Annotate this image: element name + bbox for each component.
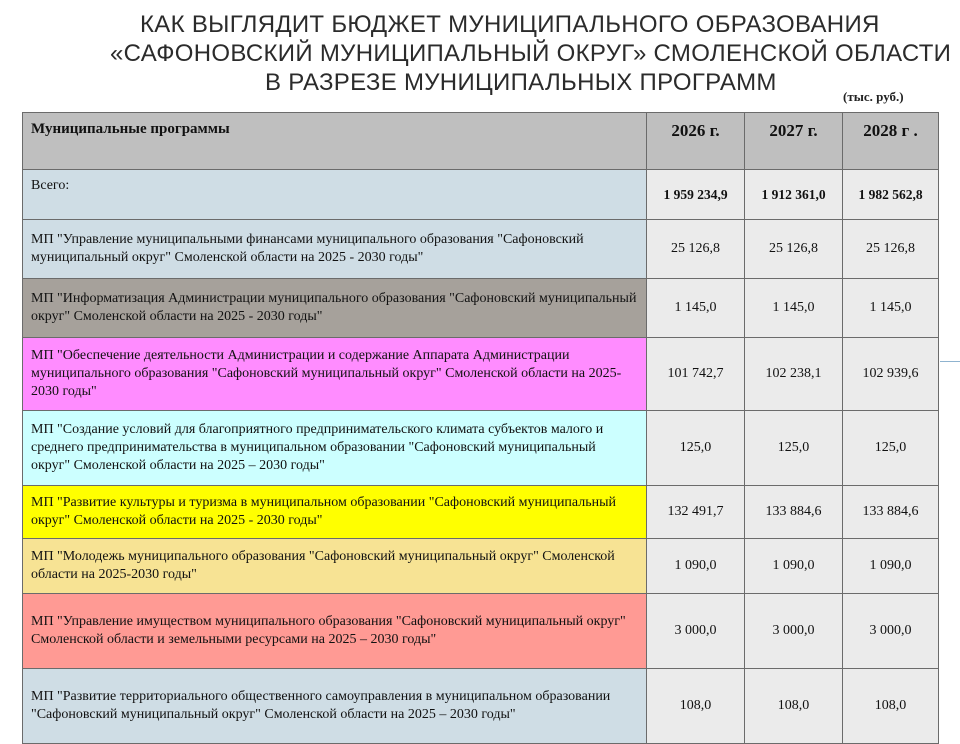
total-2027: 1 912 361,0	[745, 170, 843, 220]
program-value-2026: 25 126,8	[647, 220, 745, 279]
program-value-2026: 1 145,0	[647, 279, 745, 338]
program-value-2027: 108,0	[745, 669, 843, 744]
program-name: МП "Управление имуществом муниципального образования "Сафоновский муниципальный округ" Смоленской области и земельными ресурсами на 2025 – 2030 годы"	[23, 594, 647, 669]
program-value-2027: 25 126,8	[745, 220, 843, 279]
program-value-2028: 1 145,0	[843, 279, 939, 338]
program-value-2026: 3 000,0	[647, 594, 745, 669]
program-name: МП "Управление муниципальными финансами муниципального образования "Сафоновский муниципальный округ" Смоленской области на 2025 - 2030 годы"	[23, 220, 647, 279]
program-value-2027: 3 000,0	[745, 594, 843, 669]
program-value-2028: 133 884,6	[843, 486, 939, 539]
title-line-1: КАК ВЫГЛЯДИТ БЮДЖЕТ МУНИЦИПАЛЬНОГО ОБРАЗОВАНИЯ	[140, 11, 880, 38]
program-value-2026: 108,0	[647, 669, 745, 744]
program-value-2028: 3 000,0	[843, 594, 939, 669]
program-value-2026: 125,0	[647, 411, 745, 486]
table-row	[23, 220, 939, 279]
program-value-2027: 1 145,0	[745, 279, 843, 338]
total-row	[23, 170, 939, 220]
header-2028: 2028 г .	[843, 113, 939, 170]
table-row	[23, 539, 939, 594]
program-value-2028: 25 126,8	[843, 220, 939, 279]
table-row	[23, 411, 939, 486]
header-programs: Муниципальные программы	[23, 113, 647, 170]
program-value-2027: 1 090,0	[745, 539, 843, 594]
table-header-row	[23, 113, 939, 170]
title-line-2: «САФОНОВСКИЙ МУНИЦИПАЛЬНЫЙ ОКРУГ» СМОЛЕНСКОЙ ОБЛАСТИ	[110, 40, 952, 67]
total-label: Всего:	[23, 170, 647, 220]
program-value-2028: 102 939,6	[843, 338, 939, 411]
slide-title	[0, 10, 960, 97]
program-value-2027: 133 884,6	[745, 486, 843, 539]
total-2028: 1 982 562,8	[843, 170, 939, 220]
program-name: МП "Создание условий для благоприятного предпринимательского климата субъектов малого и среднего предпринимательства в муниципальном образовании "Сафоновский муниципальный округ" Смоленской области на 2025 – 2030 годы"	[23, 411, 647, 486]
total-2026: 1 959 234,9	[647, 170, 745, 220]
program-value-2026: 101 742,7	[647, 338, 745, 411]
header-2027: 2027 г.	[745, 113, 843, 170]
decorative-line	[940, 361, 960, 362]
program-value-2027: 102 238,1	[745, 338, 843, 411]
program-value-2026: 1 090,0	[647, 539, 745, 594]
header-2026: 2026 г.	[647, 113, 745, 170]
table-row	[23, 669, 939, 744]
table-row	[23, 486, 939, 539]
program-name: МП "Развитие территориального общественного самоуправления в муниципальном образовании "Сафоновский муниципальный округ" Смоленской области на 2025 – 2030 годы"	[23, 669, 647, 744]
program-name: МП "Обеспечение деятельности Администрации и содержание Аппарата Администрации муниципального образования "Сафоновский муниципальный округ" Смоленской области на 2025-2030 годы"	[23, 338, 647, 411]
program-name: МП "Развитие культуры и туризма в муниципальном образовании "Сафоновский муниципальный округ" Смоленской области на 2025 - 2030 годы"	[23, 486, 647, 539]
program-value-2028: 108,0	[843, 669, 939, 744]
budget-table	[22, 112, 939, 744]
program-value-2028: 125,0	[843, 411, 939, 486]
program-value-2026: 132 491,7	[647, 486, 745, 539]
program-value-2027: 125,0	[745, 411, 843, 486]
program-name: МП "Молодежь муниципального образования "Сафоновский муниципальный округ" Смоленской области на 2025-2030 годы"	[23, 539, 647, 594]
program-value-2028: 1 090,0	[843, 539, 939, 594]
program-name: МП "Информатизация Администрации муниципального образования "Сафоновский муниципальный округ" Смоленской области на 2025 - 2030 годы"	[23, 279, 647, 338]
table-row	[23, 338, 939, 411]
table-row	[23, 279, 939, 338]
title-line-3: В РАЗРЕЗЕ МУНИЦИПАЛЬНЫХ ПРОГРАММ	[265, 69, 777, 96]
table-row	[23, 594, 939, 669]
unit-label: (тыс. руб.)	[843, 89, 904, 104]
